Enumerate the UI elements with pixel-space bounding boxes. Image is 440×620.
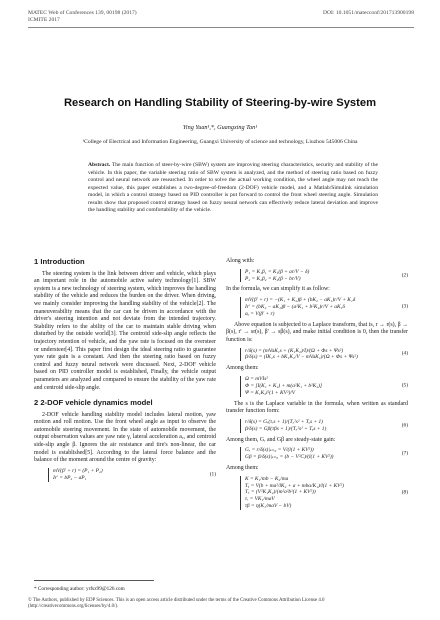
journal-name: MATEC Web of Conferences 139, 00198 (2017) xyxy=(28,10,137,16)
equation-line: β/δ(s) = (IK₁s + bK₁K₂/V − mVaK₁)/(Ω + Φs + Ψs²) xyxy=(245,354,358,361)
equation-line: K = K₁/mb − K₂/ma xyxy=(245,475,289,482)
equation-number: (4) xyxy=(401,350,408,357)
equation-7 xyxy=(226,447,408,461)
equation-line: r/δ(s) = (mVaK₁s + (K₁K₂)/I)/(Ω + Φs + Ψs²) xyxy=(245,347,344,354)
left-column xyxy=(34,258,216,486)
equation-8 xyxy=(226,476,408,511)
equation-3 xyxy=(226,297,408,318)
intro-paragraph: The steering system is the link between driver and vehicle, which plays an important role in the automobile active safety technology[1]. SBW system is a new technology of steering system, which improves the handling stability of the vehicle and reduces the burden on the driver. When driving, we mainly consider improving the handling stability of the vehicle[2]. The maneuverability means that the car can be driven in accordance with the driver's steering intention and not deviate from the intended trajectory. Stability refers to the ability of the car to maintain stable driving when disturbed by the outside world[3]. The centroid side-slip angle reflects the trajectory retention of vehicle, and the yaw rate is focused on the oversteer or understeer[4]. This paper first design the ideal steering ratio to guarantee yaw rate gain is a constant. And then the steering ratio based on fuzzy control and fuzzy neural network were discussed. Next, 2-DOF vehicle based on PID controller model is established, Finally, the vehicle output parameters are analyzed and compared to ensure the stability of the yaw rate and centroid side-slip angle. xyxy=(34,270,216,391)
equation-line: Tₓ = (V²K₁K₂)/(m²a²b²(1 + KV²)) xyxy=(245,489,316,496)
affiliation: ¹College of Electrical and Information Engineering, Guangxi University of science and technology, Liuzhou 545006 China xyxy=(82,139,358,145)
section-heading-introduction: 1 Introduction xyxy=(34,257,85,266)
equation-line: Ω = mVIs² xyxy=(245,375,268,382)
transfer-paragraph: The s is the Laplace variable in the formula, when written as standard transfer function form: xyxy=(226,400,408,415)
equation-line: Φ = [I(K₁ + K₂) + m(a²K₁ + b²K₂)] xyxy=(245,382,323,389)
equation-line: mV(β' + r) = (P₁ + P₂) xyxy=(53,467,103,474)
equation-line: Tᵧ = V(b + ma²/lK₂ + a + mba/K₁)/l(1 + KV²) xyxy=(245,482,344,489)
equation-number: (1) xyxy=(209,471,216,478)
running-header xyxy=(28,10,414,24)
authors: Ying Yuan¹,*, Guangxing Tan¹ xyxy=(182,124,258,131)
equation-line: τβ = η(K₁/maV − bV) xyxy=(245,503,292,510)
equation-line: Ir' = (bK₂ − aK₁)β − (a²K₁ + b²K₂)r/V + aK₁δ xyxy=(245,303,345,310)
laplace-paragraph: Above equation is subjected to a Laplace transform, that is, r → r(s), β → β(s), r' → sr(s), β' → sβ(s), and make initial condition is 0, then the transfer function is: xyxy=(226,321,408,343)
abstract-label: Abstract. xyxy=(88,162,111,168)
equation-line: P₂ = K₂β₂ = K₂(β − br/V) xyxy=(245,275,301,282)
equation-number: (6) xyxy=(401,422,408,429)
equation-number: (8) xyxy=(401,489,408,496)
equation-line: τᵣ = VK₁/maV xyxy=(245,496,275,503)
abstract-text: The main function of steer-by-wire (SBW) system are improving steering characteristics, security and stability of the vehicle. In this paper, the variable steering ratio of SBW system is analyzed, and the method of steering ratio based on fuzzy control and neural network are researched. In order to solve the actual working condition, the wheel angle may not reach the expected value, this paper establishes a two-degree-of-freedom (2-DOF) vehicle model, and a Matlab/Simulink simulation model, in which a control strategy based on PID controller is put forward to control the front wheel steering angle. Simulation results show that proposed control strategy based on fuzzy neural network can effectively reduce lateral deviation and improve the handling stability and comfortability of the vehicle. xyxy=(88,162,378,213)
model-paragraph: 2-DOF vehicle handling stability model includes lateral motion, yaw motion and roll motion. Use the front wheel angle as input to observe the automobile steering movement. In the state of automobile movement, the output observation values are yaw rate γ, lateral acceleration aᵧ, and centroid side-slip angle β. Ignores the air resistance and tire's non-linear, the car model is established[5]. According to the lateral force balance and the balance of the moment around the centre of gravity: xyxy=(34,411,216,464)
text-line: Along with: xyxy=(226,258,255,264)
header-rule xyxy=(28,27,414,28)
equation-line: Gβ = β/δ(s)|ₛ₌₀ = (b − V²C)/(l(1 + KV²)) xyxy=(245,454,334,461)
equation-line: mV(β' + r) = −(K₁ + K₂)β + (bK₂ − aK₁)r/V + K₁δ xyxy=(245,297,356,303)
paper-title: Research on Handling Stability of Steering-by-wire System xyxy=(63,97,377,109)
abstract xyxy=(88,162,378,215)
equation-5 xyxy=(226,376,408,397)
footnote-rule xyxy=(34,580,154,581)
equation-6 xyxy=(226,419,408,433)
equation-number: (7) xyxy=(401,450,408,457)
equation-line: Gᵣ = r/δ(s)|ₛ₌₀ = V/(l(1 + KV²)) xyxy=(245,447,314,454)
section-heading-model: 2 2-DOF vehicle dynamics model xyxy=(34,398,153,408)
equation-1 xyxy=(34,468,216,482)
footnote: * Corresponding author: yrfsx99@126.com xyxy=(34,586,125,592)
equation-4 xyxy=(226,348,408,362)
equation-number: (2) xyxy=(401,272,408,279)
text-line: Among them, Gᵣ and Gβ are steady-state gain: xyxy=(226,436,336,443)
equation-line: aᵧ = V(β' + r) xyxy=(245,310,275,317)
right-column xyxy=(226,258,408,514)
equation-number: (5) xyxy=(401,382,408,389)
equation-line: β/δ(s) = Gβ(τβs + 1)/(Tₓ²s² + Tᵧs + 1) xyxy=(245,425,327,432)
text-line: Among them: xyxy=(226,465,259,472)
equation-line: Ψ = K₁K₂l²(1 + KV²)/V xyxy=(245,389,296,396)
doi-label: DOI: 10.1051/matecconf/201713900198 xyxy=(322,10,414,16)
equation-number: (3) xyxy=(401,303,408,310)
license-footer: © The Authors, published by EDP Sciences. This is an open access article distributed under the terms of the Creative Commons Attribution License 4.0 (http://creativecommons.org/licenses/by/4.0/). xyxy=(28,598,325,610)
conference-name: ICMITE 2017 xyxy=(28,17,60,23)
text-line: Among them: xyxy=(226,365,259,372)
text-line: In the formula, we can simplify it as follow: xyxy=(226,286,330,293)
equation-2 xyxy=(226,269,408,283)
equation-line: r/δ(s) = Gᵣ(τᵣs + 1)/(Tₓ²s² + Tᵧs + 1) xyxy=(245,418,323,425)
equation-line: P₁ = K₁β₁ = K₁(β + ar/V − δ) xyxy=(245,268,310,275)
equation-line: Ir' = bP₂ − aP₁ xyxy=(53,474,87,481)
